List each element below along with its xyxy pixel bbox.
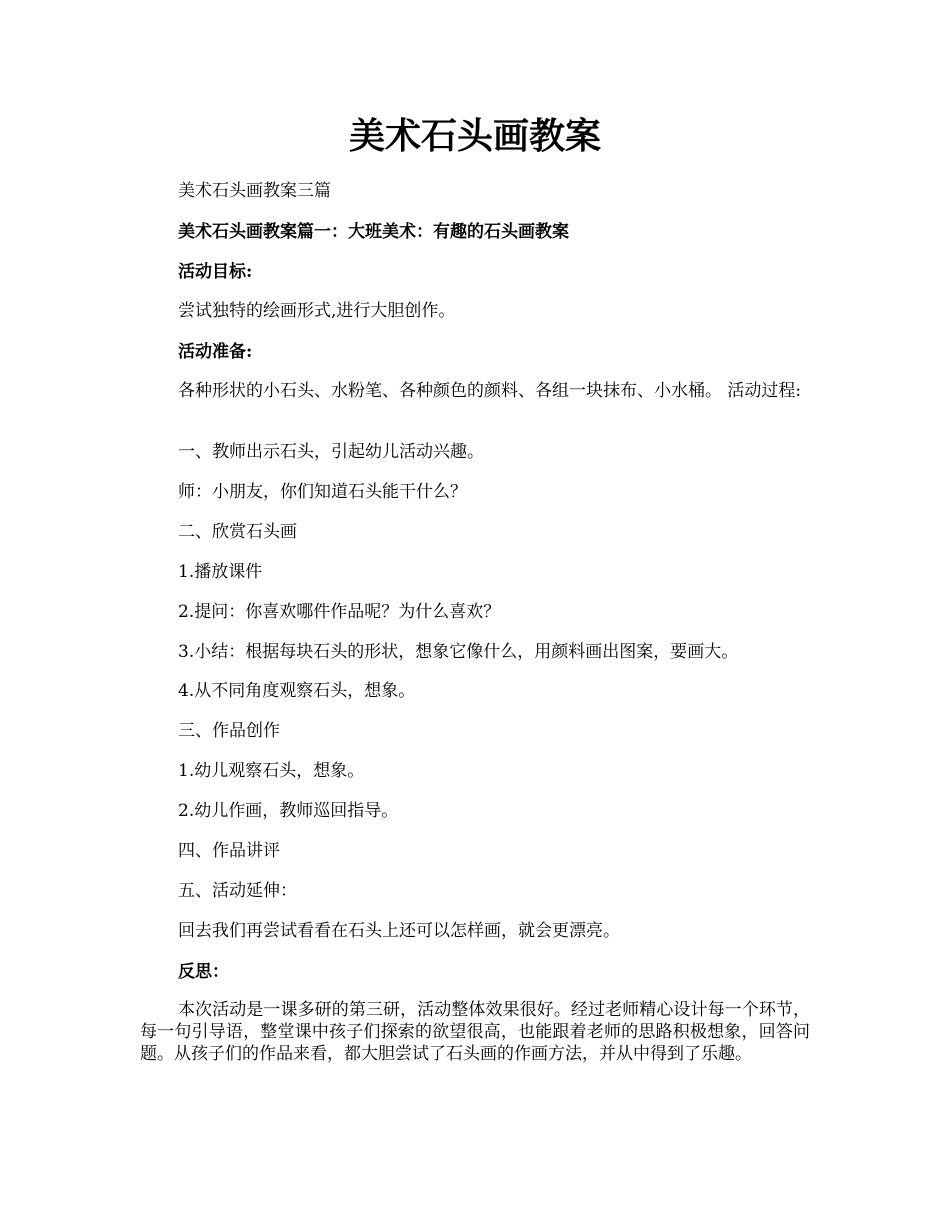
step-5-text: 回去我们再尝试看看在石头上还可以怎样画，就会更漂亮。 (178, 921, 620, 941)
step-1: 一、教师出示石头，引起幼儿活动兴趣。 (178, 442, 484, 462)
step-4: 四、作品讲评 (178, 841, 280, 861)
reflection-heading: 反思： (178, 962, 229, 982)
step-2-1: 1.播放课件 (178, 562, 263, 582)
step-2: 二、欣赏石头画 (178, 522, 297, 542)
step-2-3: 3.小结：根据每块石头的形状，想象它像什么，用颜料画出图案，要画大。 (178, 642, 739, 662)
step-1-question: 师：小朋友，你们知道石头能干什么？ (178, 482, 467, 502)
prep-text: 各种形状的小石头、水粉笔、各种颜色的颜料、各组一块抹布、小水桶。 活动过程: (178, 381, 802, 401)
goal-heading: 活动目标: (178, 262, 253, 282)
step-3: 三、作品创作 (178, 721, 280, 741)
goal-text: 尝试独特的绘画形式,进行大胆创作。 (178, 301, 456, 321)
reflection-text: 本次活动是一课多研的第三研，活动整体效果很好。经过老师精心设计每一个环节，每一句引导语，整堂课中孩子们探索的欲望很高，也能跟着老师的思路积极想象，回答问题。从孩子们的作品来看，都大胆尝试了石头画的作画方法，并从中得到了乐趣。 (140, 1000, 810, 1064)
step-3-1: 1.幼儿观察石头，想象。 (178, 761, 365, 781)
step-2-2: 2.提问：你喜欢哪件作品呢？为什么喜欢？ (178, 602, 501, 622)
document-subtitle: 美术石头画教案三篇 (178, 181, 331, 201)
step-5: 五、活动延伸： (178, 881, 297, 901)
step-2-4: 4.从不同角度观察石头，想象。 (178, 681, 416, 701)
section-heading: 美术石头画教案篇一：大班美术：有趣的石头画教案 (178, 222, 569, 242)
document-title: 美术石头画教案 (348, 115, 601, 157)
prep-heading: 活动准备: (178, 342, 253, 362)
step-3-2: 2.幼儿作画，教师巡回指导。 (178, 801, 399, 821)
